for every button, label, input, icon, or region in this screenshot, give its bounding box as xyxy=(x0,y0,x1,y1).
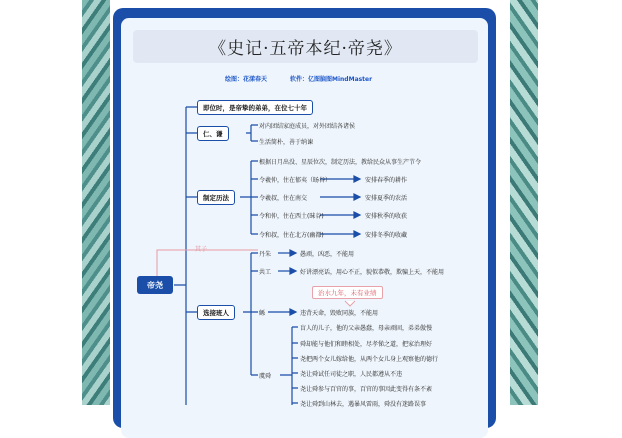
virtue-item: 对内团结家庭成员，对外团结各诸侯 xyxy=(259,123,356,130)
calendar-item: 令羲仲，住在郁夷（旸谷） xyxy=(259,177,332,184)
shun-item: 舜却能与他们和睦相处，尽孝悌之道，把家治理好 xyxy=(300,341,433,348)
software-credit: 软件：亿图脑图MindMaster xyxy=(290,76,373,83)
branch-successor: 选接班人 xyxy=(197,305,235,320)
candidate-comment: 违背天命，毁败同族，不能用 xyxy=(300,310,379,317)
candidate-comment: 愚顽，凶恶，不能用 xyxy=(300,251,355,258)
candidate-comment: 好讲漂亮话，用心不正，貌似恭敬，欺骗上天，不能用 xyxy=(300,269,445,276)
calendar-result: 安排冬季的收藏 xyxy=(365,232,408,239)
branch-virtue: 仁、谦 xyxy=(197,126,229,141)
calendar-result: 安排夏季的农活 xyxy=(365,195,408,202)
shun-item: 盲人的儿子，他的父亲愚蠢，母亲顽固，弟弟傲慢 xyxy=(300,325,433,332)
calendar-item: 令和仲，住在西土(昧谷) xyxy=(259,213,324,220)
calendar-item: 根据日月出没、星辰位次，制定历法，教给民众从事生产节令 xyxy=(259,159,422,166)
candidate-name: 丹朱 xyxy=(259,251,272,258)
shun-item: 尧让舜参与百官的事，百官的事因此变得有条不紊 xyxy=(300,386,433,393)
note-callout: 治水九年，未有业绩 xyxy=(312,286,383,299)
page-title: 《史记·五帝本纪·帝尧》 xyxy=(133,30,478,63)
shun-item: 尧让舜试任司徒之职，人民都遵从不违 xyxy=(300,371,403,378)
candidate-name: 虞舜 xyxy=(259,373,272,380)
root-node: 帝尧 xyxy=(137,276,173,294)
branch-calendar: 制定历法 xyxy=(197,190,235,205)
calendar-item: 令和叔，住在北方(幽都) xyxy=(259,232,324,239)
candidate-name: 鲧 xyxy=(259,310,266,317)
shun-item: 尧把两个女儿嫁给他，从两个女儿身上观察他的德行 xyxy=(300,356,439,363)
calendar-item: 令羲叔，住在南交 xyxy=(259,195,308,202)
calendar-result: 安排秋季的收获 xyxy=(365,213,408,220)
shun-item: 尧让舜到山林去，遇暴风雷雨，舜没有迷路误事 xyxy=(300,401,427,408)
virtue-item: 生活简朴，善于纳谏 xyxy=(259,139,314,146)
artist-credit: 绘图：花漾春天 xyxy=(225,76,268,83)
relation-label: 其子 xyxy=(195,246,208,253)
branch-reign: 即位时，是帝挚的弟弟，在位七十年 xyxy=(197,100,313,115)
candidate-name: 共工 xyxy=(259,269,272,276)
calendar-result: 安排春季的耕作 xyxy=(365,177,408,184)
